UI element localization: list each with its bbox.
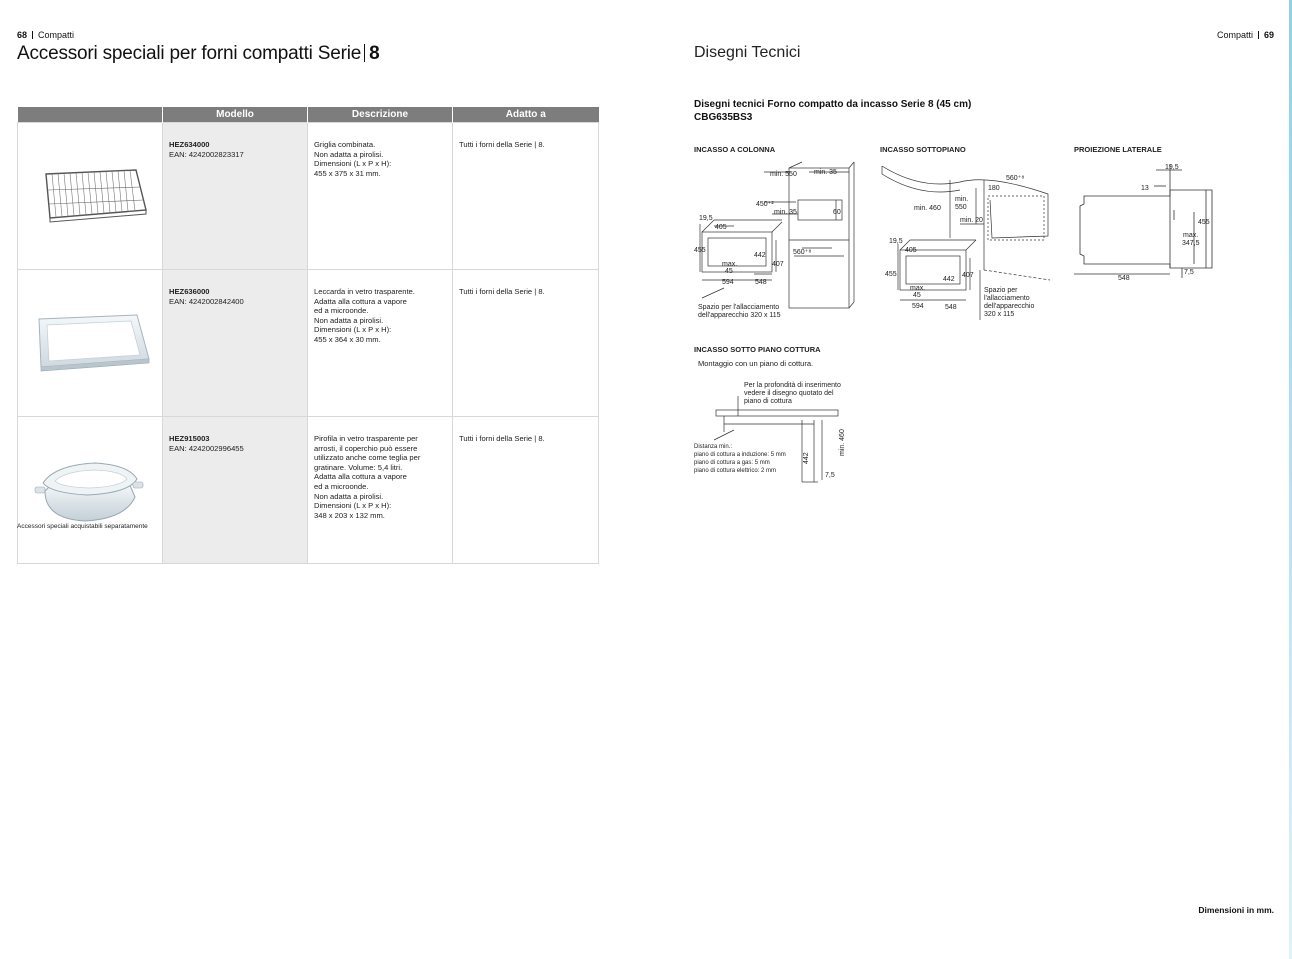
- dim-label: max.: [910, 285, 926, 292]
- dim-label: 548: [945, 304, 957, 311]
- dim-label: 320 x 115: [984, 311, 1015, 318]
- description-line: Adatta alla cottura a vapore: [314, 472, 407, 482]
- left-section-name: Compatti: [38, 30, 75, 40]
- dim-label: min. 460: [839, 429, 846, 456]
- description-line: Non adatta a pirolisi.: [314, 491, 384, 501]
- dim-label: 7,5: [825, 472, 835, 479]
- dim-label: 13: [1141, 185, 1149, 192]
- suitable-cell: Tutti i forni della Serie | 8.: [453, 417, 599, 564]
- dim-label: max.: [1183, 232, 1199, 239]
- dim-label: 19,5: [699, 215, 713, 222]
- model-code: HEZ636000: [169, 287, 210, 296]
- dim-label: 405: [715, 224, 727, 231]
- header-description: Descrizione: [308, 107, 453, 123]
- description-line: Pirofila in vetro trasparente per: [314, 434, 418, 443]
- drawing-sotto-piano-cottura: [694, 376, 859, 486]
- dim-label: 548: [1118, 275, 1130, 282]
- header-image: [18, 107, 163, 123]
- right-running-header: [1217, 30, 1274, 40]
- piano-cottura-note: Montaggio con un piano di cottura.: [698, 359, 814, 368]
- dim-label: 442: [754, 252, 766, 259]
- dim-label: Spazio per l'allacciamento: [698, 304, 780, 311]
- page-title-series: 8: [369, 43, 380, 64]
- left-running-header: [17, 30, 74, 40]
- dim-label: 560⁺⁸: [1006, 175, 1025, 182]
- model-code: HEZ634000: [169, 140, 210, 149]
- table-row: [18, 417, 599, 564]
- description-line: Dimensioni (L x P x H):: [314, 325, 392, 335]
- dim-label: 455: [694, 247, 706, 254]
- dim-label: 442: [943, 276, 955, 283]
- dim-label: 407: [772, 261, 784, 268]
- section-label-sottopiano: INCASSO SOTTOPIANO: [880, 145, 966, 154]
- note-line: piano di cottura: [744, 398, 792, 405]
- note-line: Distanza min.:: [694, 444, 733, 450]
- ean-code: EAN: 4242002823317: [169, 149, 244, 159]
- tech-model-code: CBG635BS3: [694, 112, 753, 123]
- description-line: ed a microonde.: [314, 306, 369, 316]
- dim-label: dell'apparecchio: [984, 303, 1035, 310]
- drawing-incasso-sottopiano: [880, 160, 1055, 325]
- model-cell: [163, 270, 308, 417]
- header-model: Modello: [163, 107, 308, 123]
- drawing-incasso-colonna: [694, 160, 864, 325]
- model-code: HEZ915003: [169, 434, 210, 443]
- dim-label: 45: [913, 292, 921, 299]
- table-row: [18, 123, 599, 270]
- header-suitable: Adatto a: [453, 107, 599, 123]
- note-line: vedere il disegno quotato del: [744, 390, 834, 397]
- dimensions-note: Dimensioni in mm.: [1198, 905, 1274, 915]
- note-line: piano di cottura a induzione: 5 mm: [694, 452, 786, 458]
- description-line: Griglia combinata.: [314, 140, 376, 149]
- wire-rack-icon: [18, 123, 163, 270]
- dim-label: 19,5: [1165, 164, 1179, 171]
- dim-label: 594: [722, 279, 734, 286]
- table-row: [18, 270, 599, 417]
- dim-label: 550: [955, 204, 967, 211]
- dim-label: 594: [912, 303, 924, 310]
- dim-label: 19,5: [889, 238, 903, 245]
- dim-label: 548: [755, 279, 767, 286]
- description-cell: [308, 123, 453, 270]
- dim-label: min. 35: [814, 169, 837, 176]
- page-title-text: Accessori speciali per forni compatti Serie: [17, 43, 362, 64]
- dim-label: 407: [962, 272, 974, 279]
- dim-label: min.: [955, 196, 969, 203]
- dim-label: 450⁺²: [756, 201, 774, 208]
- dim-label: dell'apparecchio 320 x 115: [698, 312, 781, 319]
- ean-code: EAN: 4242002996455: [169, 443, 244, 453]
- description-line: arrosti, il coperchio può essere: [314, 443, 418, 453]
- dim-label: 455: [885, 271, 897, 278]
- note-line: piano di cottura a gas: 5 mm: [694, 460, 770, 466]
- table-header-row: [18, 107, 599, 123]
- description-line: 455 x 375 x 31 mm.: [314, 168, 381, 178]
- drawing-proiezione-laterale: [1070, 160, 1220, 285]
- model-cell: [163, 123, 308, 270]
- dim-label: max.: [722, 261, 738, 268]
- page-title: [17, 43, 379, 65]
- tech-heading: Disegni tecnici Forno compatto da incasso Serie 8 (45 cm): [694, 99, 972, 110]
- dim-label: min. 460: [914, 205, 941, 212]
- description-line: Dimensioni (L x P x H):: [314, 501, 392, 511]
- accessories-table: [17, 107, 599, 564]
- dim-label: min. 550: [770, 171, 797, 178]
- section-label-colonna: INCASSO A COLONNA: [694, 145, 776, 154]
- dim-label: min. 20: [960, 217, 983, 224]
- right-page-title: Disegni Tecnici: [694, 44, 801, 61]
- footnote: Accessori speciali acquistabili separatamente: [17, 523, 148, 530]
- description-line: Adatta alla cottura a vapore: [314, 296, 407, 306]
- dim-label: 7,5: [1184, 269, 1194, 276]
- description-line: ed a microonde.: [314, 481, 369, 491]
- description-line: Non adatta a pirolisi.: [314, 315, 384, 325]
- dim-label: 560⁺⁸: [793, 249, 812, 256]
- suitable-cell: Tutti i forni della Serie | 8.: [453, 270, 599, 417]
- right-section-name: Compatti: [1216, 30, 1253, 40]
- dim-label: 442: [803, 452, 810, 464]
- dim-label: Spazio per: [984, 287, 1018, 294]
- right-page-number: 69: [1263, 30, 1274, 40]
- description-cell: [308, 270, 453, 417]
- section-label-piano-cottura: INCASSO SOTTO PIANO COTTURA: [694, 345, 821, 354]
- dim-label: 45: [725, 268, 733, 275]
- suitable-cell: Tutti i forni della Serie | 8.: [453, 123, 599, 270]
- dim-label: 180: [988, 185, 1000, 192]
- left-page-number: 68: [17, 30, 28, 40]
- description-line: Dimensioni (L x P x H):: [314, 159, 392, 169]
- description-cell: [308, 417, 453, 564]
- description-line: 455 x 364 x 30 mm.: [314, 334, 381, 344]
- note-line: piano di cottura elettrico: 2 mm: [694, 468, 777, 474]
- dim-label: 347,5: [1182, 240, 1200, 247]
- dim-label: min. 35: [774, 209, 797, 216]
- dim-label: l'allacciamento: [984, 295, 1030, 302]
- model-cell: [163, 417, 308, 564]
- description-line: 348 x 203 x 132 mm.: [314, 510, 385, 520]
- section-label-laterale: PROIEZIONE LATERALE: [1074, 145, 1162, 154]
- glass-tray-icon: [18, 270, 163, 417]
- dim-label: 405: [905, 247, 917, 254]
- glass-roaster-icon: [18, 417, 163, 564]
- description-line: gratinare. Volume: 5,4 litri.: [314, 462, 403, 472]
- dim-label: 60: [833, 209, 841, 216]
- description-line: Non adatta a pirolisi.: [314, 149, 384, 159]
- ean-code: EAN: 4242002842400: [169, 296, 244, 306]
- note-line: Per la profondità di inserimento: [744, 382, 841, 389]
- description-line: utilizzato anche come teglia per: [314, 453, 421, 463]
- description-line: Leccarda in vetro trasparente.: [314, 287, 415, 296]
- dim-label: 455: [1198, 219, 1210, 226]
